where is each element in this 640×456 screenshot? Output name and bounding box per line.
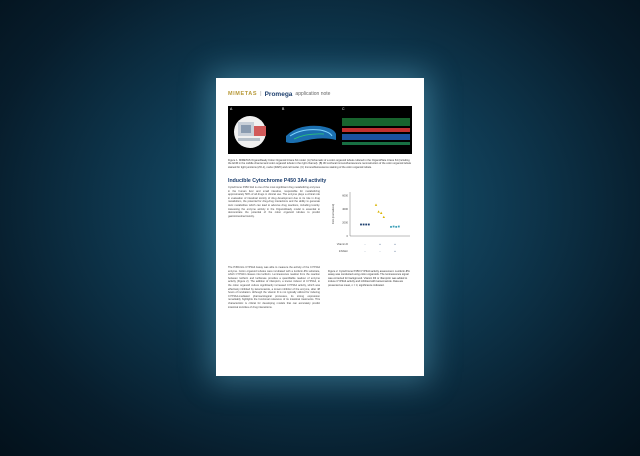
condition-mark: -	[364, 249, 366, 253]
condition-mark: +	[379, 242, 381, 246]
promega-logo: Promega	[264, 90, 293, 98]
data-point	[390, 226, 392, 228]
section-title: Inducible Cytochrome P450 3A4 activity	[228, 178, 327, 184]
figure-1-panel-c	[340, 106, 412, 154]
figure-2-caption: Figure 2. Cytochrome P450 CYP3A4 activity assessment. Luciferin-IPA assay was conducted using colon organoids. The luminescence signal was corrected for background. Vitamin D3 or rifampicin was added to induce CYP3A4 activity and inhibited with ketoconazole. Data are presented as mean, n = 4; significance indicated.	[328, 270, 410, 287]
y-tick-label: 0	[346, 235, 348, 238]
data-point	[393, 226, 395, 228]
panel-a-label: A	[230, 107, 233, 111]
condition-row-label: Inhibitor	[338, 250, 348, 253]
data-point	[363, 224, 365, 226]
figure-1-image	[228, 106, 412, 154]
condition-row-label: Vitamin D	[336, 243, 348, 246]
data-point	[360, 224, 362, 226]
data-point	[377, 210, 379, 212]
data-point	[365, 224, 367, 226]
condition-mark: -	[379, 249, 381, 253]
y-axis-label: RLU (normalized)	[332, 203, 335, 225]
condition-mark: -	[364, 242, 366, 246]
data-point	[380, 212, 382, 214]
body-paragraph-1: Cytochrome P450 3A4 is one of the most significant drug metabolizing enzymes in the human liver and small intestine, responsible for metabolizing approximately 50% of all drugs in clinical use. The enzyme plays a critical role in evaluation of intestinal toxicity of drug development due to its role in drug metabolism, the potential for drug-drug interactions and the ability to generate toxic metabolites which can lead to adverse drug reactions, including toxicity. Assessing the enzyme activity in the OrganoReady model is essential to demonstrate the potential of the colon organoid tubules to predict gastrointestinal toxicity.	[228, 186, 320, 218]
panel-c-label: C	[342, 107, 345, 111]
mimetas-logo: MIMETAS	[228, 91, 258, 97]
condition-mark: +	[394, 242, 396, 246]
figure-2-chart	[328, 186, 416, 264]
y-tick-label: 2000	[342, 221, 348, 225]
data-point	[383, 216, 385, 218]
figure-1-panel-b	[280, 106, 338, 154]
figure-1-panel-a	[228, 106, 278, 154]
data-point	[398, 226, 400, 228]
data-point	[368, 224, 370, 226]
data-point	[395, 226, 397, 228]
y-tick-label: 6000	[342, 194, 348, 198]
y-tick-label: 4000	[342, 207, 348, 211]
organoplate-schematic	[228, 106, 278, 154]
cyp3a4-activity-chart	[328, 186, 416, 264]
logo-separator: |	[260, 91, 262, 97]
body-paragraph-2: The P450-Glo CYP3A4 Assay was able to measure the activity of the CYP3A4 enzyme. Colon organoid tubules were incubated with a luciferin-IPA substrate, which CYP3A4 cleaves into luciferin. Luminescence readout from the reaction between luciferin and luciferase provides a quantifiable readout of enzyme activity (Figure 2). The addition of rifampicin, a known inducer of CYP3A4, to the colon organoid culture significantly increased CYP3A4 activity, which was effectively inhibited by ketoconazole, a known inhibitor of the enzyme, after 48 hours of incubation. Although the vitamin D is not typically utilized for inducing CYP3A4-mediated pharmacological processes, its strong expression remarkably highlights the functional relevance of its intestinal treatments. This characteristic is critical for developing models that can accurately predict intestinal toxicities of drug interactions.	[228, 266, 320, 309]
document-type-label: application note	[295, 91, 331, 97]
data-point	[375, 204, 377, 206]
panel-b-label: B	[282, 107, 285, 111]
condition-mark: +	[394, 249, 396, 253]
immunofluorescence-image	[340, 106, 412, 154]
figure-1-caption: Figure 1. MIMETAS OrganoReady Colon Organoid 3-lane 64 model. (A) Schematic of a colon organoid tubule cultured in the OrganoPlate 3-lane 64 (including the ECM in the middle channel and colon organoid tubule in the right channel). (B) 3D confocal immunofluorescence reconstruction of the colon organoid tubule stained for tight junctions (ZO-1), nuclei (DAPI) and cell nuclei. (C) Immunofluorescence staining of the colon organoid tubule.	[228, 159, 412, 169]
page-header	[228, 90, 330, 98]
confocal-reconstruction	[280, 106, 338, 154]
document-page	[216, 78, 424, 376]
